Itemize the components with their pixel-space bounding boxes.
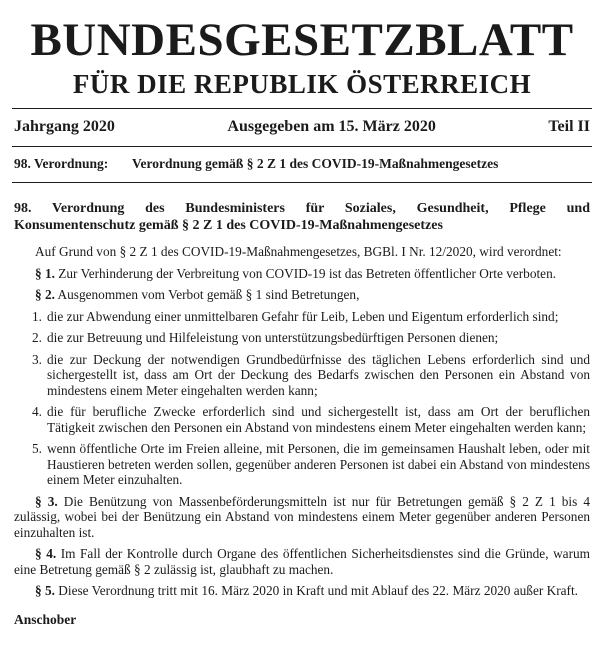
exception-item-3 [32, 351, 590, 399]
section-3-number: § 3. [35, 493, 58, 509]
signature-name: Anschober [14, 611, 77, 627]
issue-date: Ausgegeben am 15. März 2020 [227, 118, 436, 135]
exception-item-3-text: die zur Deckung der notwendigen Grundbedürfnisse des täglichen Lebens erforderlich sind und sichergestellt ist, dass am Ort der Deckung des Bedarfs zwischen den Personen ein Abstand von mindestens einem Meter eingehalten werden kann; [47, 351, 590, 398]
exception-item-5-number: 5. [32, 441, 42, 456]
regulation-heading-line2: Konsumentenschutz gemäß § 2 Z 1 des COVID-19-Maßnahmengesetzes [14, 218, 443, 233]
section-1-text: Zur Verhinderung der Verbreitung von COVID-19 ist das Betreten öffentlicher Orte verboten. [58, 265, 557, 281]
section-3-text: Die Benützung von Massenbeförderungsmitteln ist nur für Betretungen gemäß § 2 Z 1 bis 4 zulässig, wobei bei der Benützung ein Abstand von mindestens einem Meter gegenüber anderen Personen einzuhalten ist. [14, 493, 590, 540]
exception-item-2-number: 2. [32, 330, 42, 345]
exception-item-1-number: 1. [32, 308, 42, 324]
gazette-subtitle: FÜR DIE REPUBLIK ÖSTERREICH [72, 69, 532, 99]
section-5-text: Diese Verordnung tritt mit 16. März 2020 in Kraft und mit Ablauf des 22. März 2020 außer Kraft. [58, 583, 578, 598]
regulation-index-subject: Verordnung gemäß § 2 Z 1 des COVID-19-Maßnahmengesetzes [132, 156, 499, 171]
section-5-paragraph [14, 583, 590, 599]
regulation-heading-line1: 98. Verordnung des Bundesministers für Soziales, Gesundheit, Pflege und [14, 201, 590, 216]
issue-year: Jahrgang 2020 [14, 118, 115, 135]
section-1-paragraph [14, 266, 590, 282]
preamble-paragraph: Auf Grund von § 2 Z 1 des COVID-19-Maßnahmengesetzes, BGBl. I Nr. 12/2020, wird verordnet: [35, 244, 562, 259]
exception-item-2 [32, 330, 590, 346]
exceptions-list [14, 309, 590, 488]
regulation-index-number: 98. Verordnung: [14, 156, 109, 171]
exception-item-4-number: 4. [32, 404, 42, 419]
regulation-body [12, 200, 592, 628]
section-2-paragraph [14, 287, 590, 303]
section-1-number: § 1. [35, 265, 55, 281]
section-4-number: § 4. [35, 546, 57, 561]
section-2-number: § 2. [35, 287, 55, 302]
exception-item-1 [32, 308, 590, 325]
exception-item-4-text: die für berufliche Zwecke erforderlich sind und sichergestellt ist, dass am Ort der beruflichen Tätigkeit zwischen den Personen ein Abstand von mindestens einem Meter eingehalten werden kann; [47, 404, 590, 435]
regulation-heading [14, 200, 590, 234]
masthead [12, 15, 592, 99]
exception-item-5-text: wenn öffentliche Orte im Freien alleine, mit Personen, die im gemeinsamen Haushalt leben, oder mit Haustieren betreten werden sollen, gegenüber anderen Personen ist dabei ein Abstand von mindestens einem Meter einzuhalten. [47, 441, 590, 487]
exception-item-1-text: die zur Abwendung einer unmittelbaren Gefahr für Leib, Leben und Eigentum erforderlich sind; [47, 308, 559, 324]
issue-bar [12, 109, 592, 146]
section-2-text: Ausgenommen vom Verbot gemäß § 1 sind Betretungen, [57, 287, 360, 302]
exception-item-2-text: die zur Betreuung und Hilfeleistung von unterstützungsbedürftigen Personen dienen; [47, 330, 499, 345]
regulation-index-line [12, 147, 592, 182]
section-3-paragraph [14, 494, 590, 541]
exception-item-3-number: 3. [32, 351, 42, 367]
section-4-text: Im Fall der Kontrolle durch Organe des öffentlichen Sicherheitsdienstes sind die Gründe, warum eine Betretung gemäß § 2 zulässig ist, glaubhaft zu machen. [14, 546, 590, 577]
section-4-paragraph [14, 546, 590, 577]
divider-rule-bottom [12, 182, 592, 183]
exception-item-4 [32, 404, 590, 435]
section-5-number: § 5. [35, 583, 55, 598]
issue-part: Teil II [548, 118, 590, 135]
exception-item-5 [32, 441, 590, 488]
gazette-title: BUNDESGESETZBLATT [30, 14, 574, 66]
